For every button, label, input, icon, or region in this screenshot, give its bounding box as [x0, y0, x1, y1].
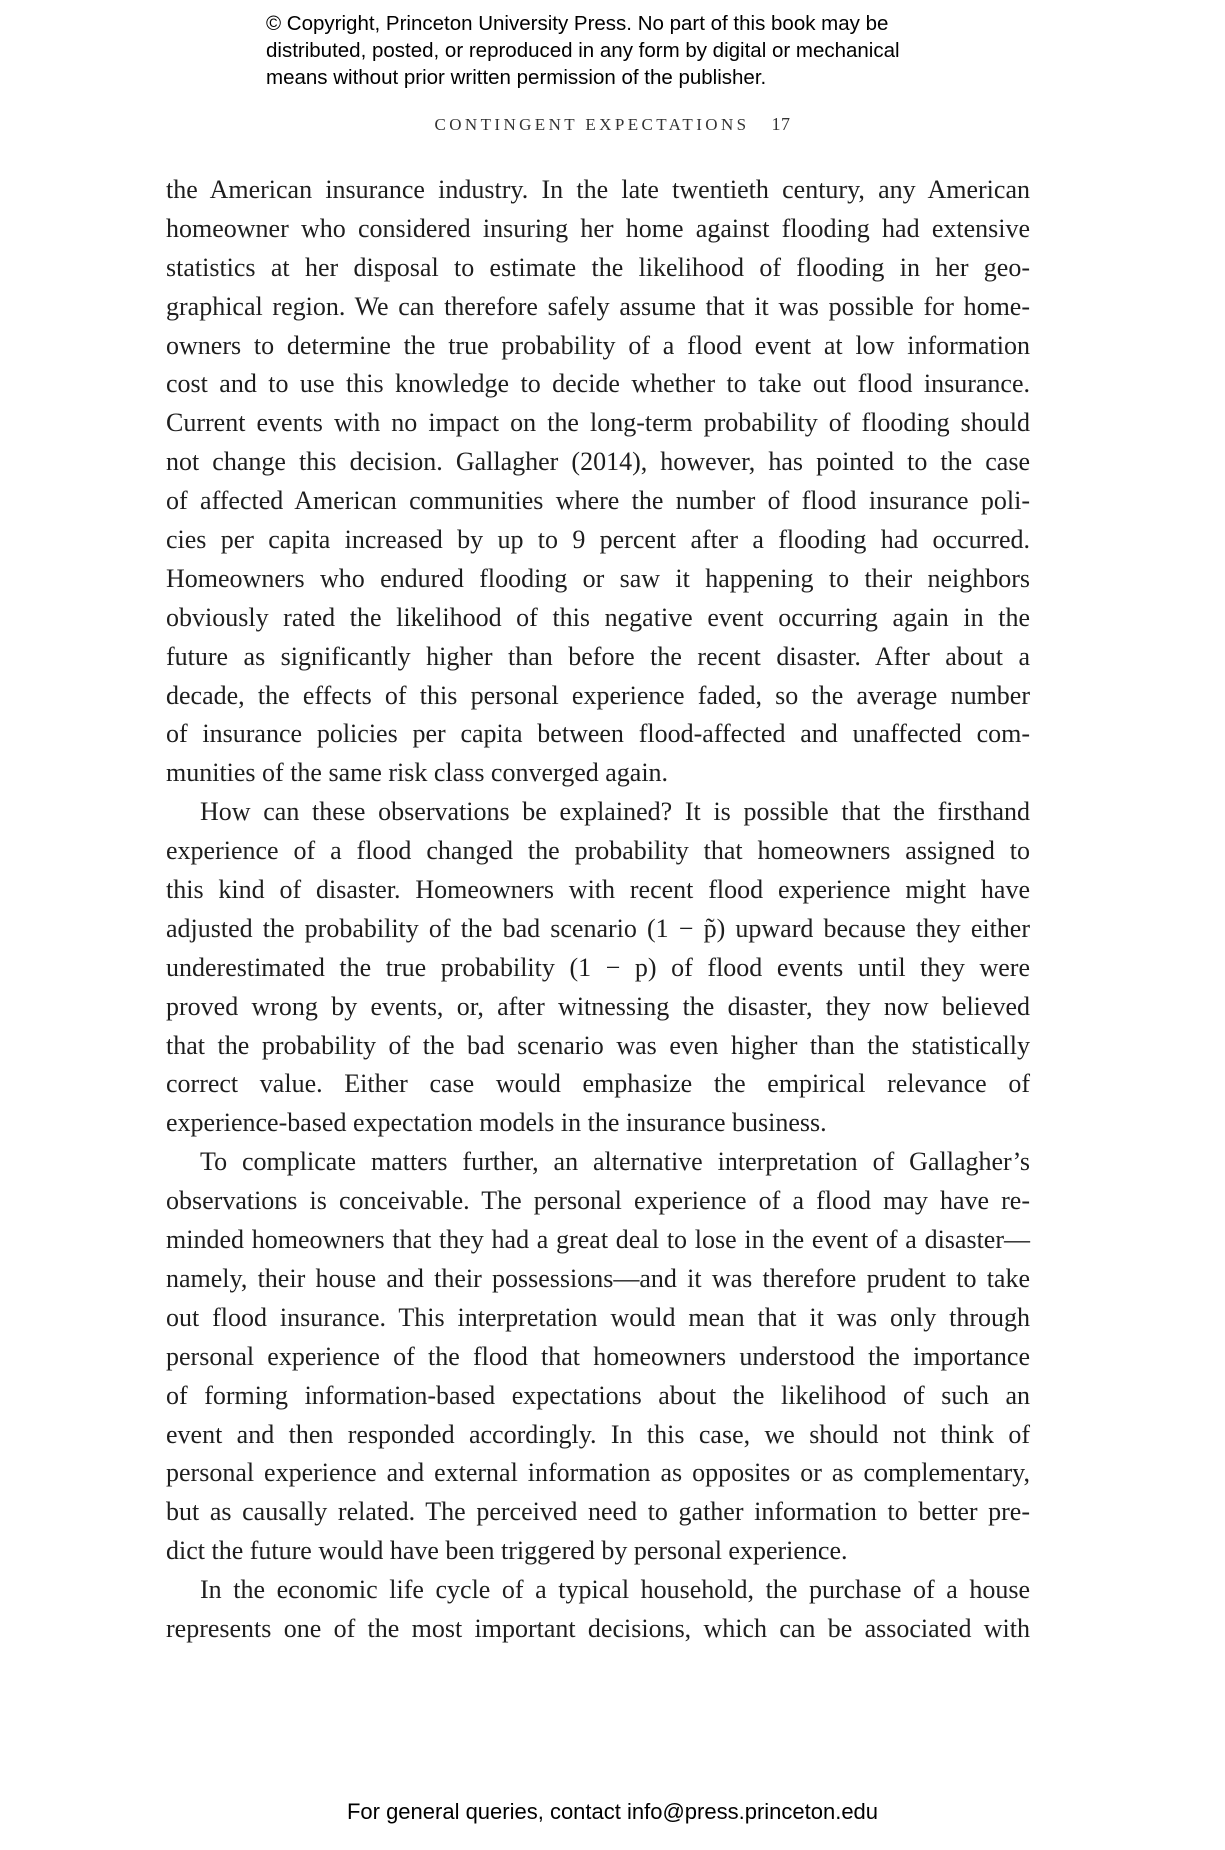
text-line: future as significantly higher than before the recent disaster. After about a [166, 641, 1030, 671]
text-line: minded homeowners that they had a great deal to lose in the event of a disaster— [166, 1225, 1030, 1255]
text-line: the American insurance industry. In the late twentieth century, any American [166, 175, 1030, 204]
text-line: correct value. Either case would emphasize the empirical relevance of [166, 1069, 1030, 1099]
text-line: represents one of the most important decisions, which can be associated with [166, 1613, 1030, 1643]
text-line: Homeowners who endured flooding or saw it happening to their neighbors [166, 563, 1030, 593]
running-head [0, 114, 1225, 135]
text-line: statistics at her disposal to estimate the likelihood of flooding in her geo- [166, 252, 1030, 282]
footer-text: For general queries, contact info@press.princeton.edu [346, 1799, 879, 1824]
text-line: personal experience of the flood that homeowners understood the importance [166, 1341, 1030, 1371]
copyright-notice [266, 10, 1026, 91]
copyright-line: © Copyright, Princeton University Press. No part of this book may be [266, 12, 889, 35]
text-line: obviously rated the likelihood of this negative event occurring again in the [166, 602, 1030, 632]
contact-footer [0, 1799, 1225, 1825]
text-line: graphical region. We can therefore safely assume that it was possible for home- [166, 291, 1030, 321]
text-line: this kind of disaster. Homeowners with recent flood experience might have [166, 875, 1030, 905]
text-line: experience of a flood changed the probability that homeowners assigned to [166, 836, 1030, 866]
text-line: of insurance policies per capita between flood-affected and unaffected com- [166, 719, 1030, 749]
chapter-title: CONTINGENT EXPECTATIONS [434, 115, 750, 134]
copyright-line: distributed, posted, or reproduced in any form by digital or mechanical [266, 39, 900, 62]
text-line: homeowner who considered insuring her home against flooding had extensive [166, 213, 1030, 243]
text-line: munities of the same risk class converged again. [166, 758, 669, 788]
text-line: How can these observations be explained? It is possible that the firsthand [200, 797, 1030, 827]
text-line: out flood insurance. This interpretation would mean that it was only through [166, 1302, 1030, 1332]
text-line: To complicate matters further, an alternative interpretation of Gallagher’s [200, 1147, 1030, 1177]
text-line: observations is conceivable. The personal experience of a flood may have re- [166, 1186, 1030, 1216]
body-text [166, 171, 1030, 1649]
text-line: owners to determine the true probability of a flood event at low information [166, 330, 1030, 360]
text-line: Current events with no impact on the long-term probability of flooding should [166, 408, 1030, 438]
text-line: personal experience and external information as opposites or as complementary, [166, 1458, 1030, 1488]
text-line: that the probability of the bad scenario was even higher than the statistically [166, 1030, 1030, 1060]
text-line: of affected American communities where the number of flood insurance poli- [166, 486, 1030, 516]
text-line: proved wrong by events, or, after witnessing the disaster, they now believed [166, 991, 1030, 1021]
text-line: In the economic life cycle of a typical household, the purchase of a house [200, 1575, 1030, 1605]
text-line: not change this decision. Gallagher (2014), however, has pointed to the case [166, 447, 1030, 477]
text-line: cost and to use this knowledge to decide whether to take out flood insurance. [166, 369, 1030, 399]
text-line: experience-based expectation models in the insurance business. [166, 1108, 827, 1138]
text-line: adjusted the probability of the bad scenario (1 − p̃) upward because they either [166, 913, 1030, 943]
text-line: dict the future would have been triggered by personal experience. [166, 1536, 848, 1566]
text-line: but as causally related. The perceived need to gather information to better pre- [166, 1497, 1030, 1527]
page-number: 17 [771, 114, 791, 134]
text-line: of forming information-based expectations about the likelihood of such an [166, 1380, 1030, 1410]
text-line: cies per capita increased by up to 9 percent after a flooding had occurred. [166, 525, 1030, 555]
copyright-line: means without prior written permission of the publisher. [266, 66, 767, 89]
text-line: decade, the effects of this personal experience faded, so the average number [166, 680, 1030, 710]
text-line: event and then responded accordingly. In this case, we should not think of [166, 1419, 1030, 1449]
text-line: namely, their house and their possessions—and it was therefore prudent to take [166, 1263, 1030, 1293]
text-line: underestimated the true probability (1 − p) of flood events until they were [166, 952, 1030, 982]
